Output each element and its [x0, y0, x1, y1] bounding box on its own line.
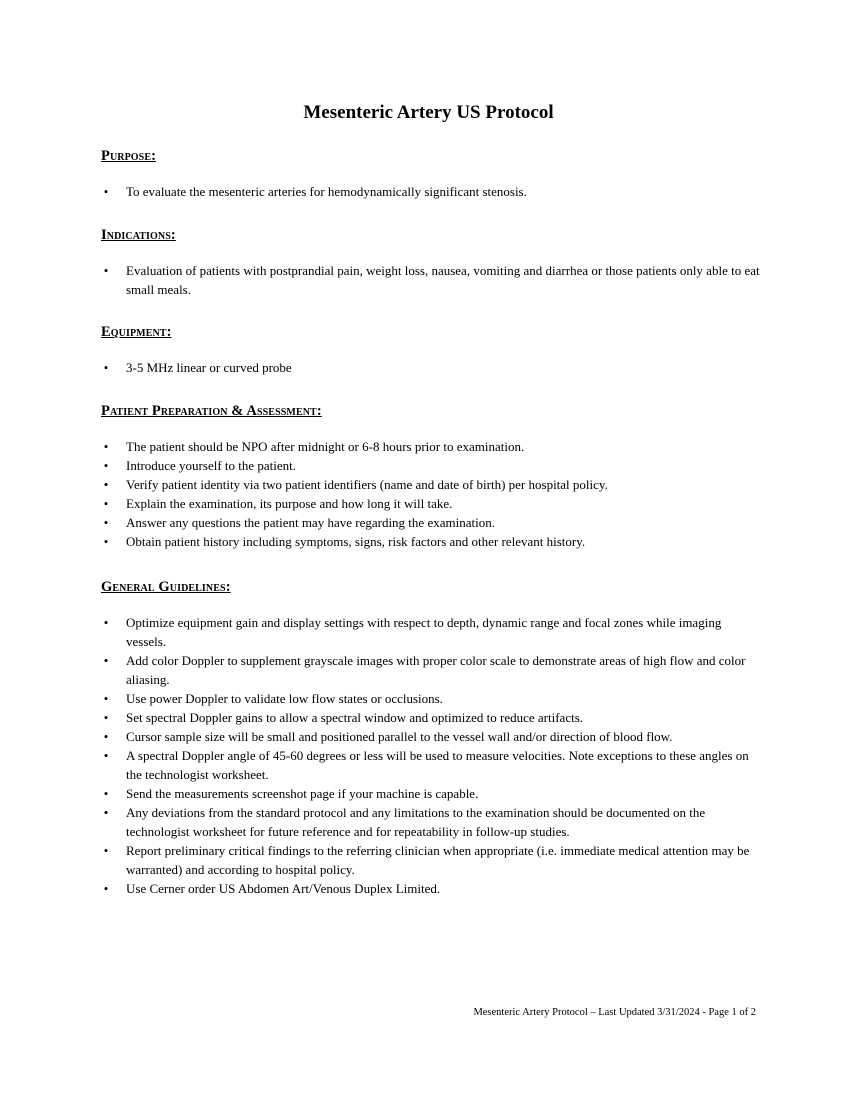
- list-item: [101, 532, 761, 551]
- bullet-list-indications: [101, 261, 761, 299]
- bullet-icon: •: [103, 184, 109, 199]
- list-item-text: To evaluate the mesenteric arteries for hemodynamically significant stenosis.: [126, 184, 527, 199]
- list-item: [101, 708, 761, 727]
- list-item-text: Introduce yourself to the patient.: [126, 458, 297, 473]
- list-item-text: Cursor sample size will be small and positioned parallel to the vessel wall and/or direction of blood flow.: [126, 729, 673, 744]
- bullet-icon: •: [103, 534, 109, 549]
- bullet-icon: •: [103, 263, 109, 278]
- list-item: [101, 841, 761, 879]
- bullet-icon: •: [103, 805, 109, 820]
- section-patient-preparation: [101, 402, 761, 551]
- heading-text: Patient Preparation & Assessment: [101, 403, 317, 419]
- list-item-text: Report preliminary critical findings to the referring clinician when appropriate (i.e. immediate medical attention may be warranted) and according to hospital policy.: [126, 843, 750, 877]
- list-item-text: Explain the examination, its purpose and how long it will take.: [126, 496, 453, 511]
- section-heading-general-guidelines: [101, 578, 761, 596]
- bullet-icon: •: [103, 748, 109, 763]
- list-item-text: Evaluation of patients with postprandial pain, weight loss, nausea, vomiting and diarrhea or those patients only able to eat small meals.: [126, 263, 760, 297]
- list-item-text: Set spectral Doppler gains to allow a spectral window and optimized to reduce artifacts.: [126, 710, 584, 725]
- list-item: [101, 727, 761, 746]
- list-item-text: A spectral Doppler angle of 45-60 degrees or less will be used to measure velocities. Note exceptions to these angles on the technologist worksheet.: [126, 748, 749, 782]
- heading-text: Purpose: [101, 148, 152, 164]
- bullet-icon: •: [103, 786, 109, 801]
- list-item-text: Add color Doppler to supplement grayscale images with proper color scale to demonstrate areas of high flow and color aliasing.: [126, 653, 746, 687]
- bullet-icon: •: [103, 691, 109, 706]
- list-item: [101, 494, 761, 513]
- document-title: Mesenteric Artery US Protocol: [303, 102, 554, 123]
- bullet-icon: •: [103, 496, 109, 511]
- list-item-text: Obtain patient history including symptoms, signs, risk factors and other relevant history.: [126, 534, 586, 549]
- section-indications: [101, 226, 761, 299]
- bullet-icon: •: [103, 881, 109, 896]
- bullet-icon: •: [103, 477, 109, 492]
- list-item: [101, 437, 761, 456]
- list-item-text: 3-5 MHz linear or curved probe: [126, 360, 292, 375]
- bullet-icon: •: [103, 615, 109, 630]
- section-heading-indications: [101, 226, 761, 244]
- list-item: [101, 358, 761, 377]
- list-item-text: Send the measurements screenshot page if your machine is capable.: [126, 786, 479, 801]
- heading-colon: :: [170, 227, 176, 243]
- heading-text: General Guidelines: [101, 579, 226, 595]
- list-item-text: Use power Doppler to validate low flow states or occlusions.: [126, 691, 443, 706]
- bullet-icon: •: [103, 515, 109, 530]
- section-heading-patient-preparation: [101, 402, 761, 420]
- bullet-icon: •: [103, 729, 109, 744]
- list-item-text: The patient should be NPO after midnight or 6-8 hours prior to examination.: [126, 439, 525, 454]
- bullet-list-purpose: [101, 182, 761, 201]
- list-item-text: Verify patient identity via two patient identifiers (name and date of birth) per hospital policy.: [126, 477, 608, 492]
- bullet-icon: •: [103, 710, 109, 725]
- bullet-list-general-guidelines: [101, 613, 761, 898]
- bullet-icon: •: [103, 439, 109, 454]
- section-heading-equipment: [101, 323, 761, 341]
- bullet-icon: •: [103, 458, 109, 473]
- list-item-text: Optimize equipment gain and display settings with respect to depth, dynamic range and focal zones while imaging vessels.: [126, 615, 722, 649]
- heading-colon: :: [166, 324, 172, 340]
- bullet-list-equipment: [101, 358, 761, 377]
- list-item: [101, 513, 761, 532]
- list-item: [101, 803, 761, 841]
- list-item: [101, 879, 761, 898]
- list-item: [101, 456, 761, 475]
- list-item: [101, 651, 761, 689]
- list-item: [101, 689, 761, 708]
- bullet-icon: •: [103, 360, 109, 375]
- section-heading-purpose: [101, 147, 761, 165]
- bullet-list-patient-preparation: [101, 437, 761, 551]
- page-footer: Mesenteric Artery Protocol – Last Updated 3/31/2024 - Page 1 of 2: [473, 1007, 756, 1018]
- heading-text: Equipment: [101, 324, 167, 340]
- section-equipment: [101, 323, 761, 377]
- list-item-text: Any deviations from the standard protocol and any limitations to the examination should be documented on the technologist worksheet for future reference and for repeatability in follow-up studies.: [126, 805, 706, 839]
- section-purpose: [101, 147, 761, 201]
- list-item: [101, 613, 761, 651]
- list-item: [101, 784, 761, 803]
- list-item-text: Answer any questions the patient may have regarding the examination.: [126, 515, 495, 530]
- list-item: [101, 261, 761, 299]
- list-item: [101, 475, 761, 494]
- heading-text: Indications: [101, 227, 171, 243]
- section-general-guidelines: [101, 578, 761, 898]
- heading-colon: :: [316, 403, 322, 419]
- heading-colon: :: [225, 579, 231, 595]
- bullet-icon: •: [103, 653, 109, 668]
- list-item-text: Use Cerner order US Abdomen Art/Venous Duplex Limited.: [126, 881, 441, 896]
- list-item: [101, 746, 761, 784]
- bullet-icon: •: [103, 843, 109, 858]
- list-item: [101, 182, 761, 201]
- heading-colon: :: [151, 148, 157, 164]
